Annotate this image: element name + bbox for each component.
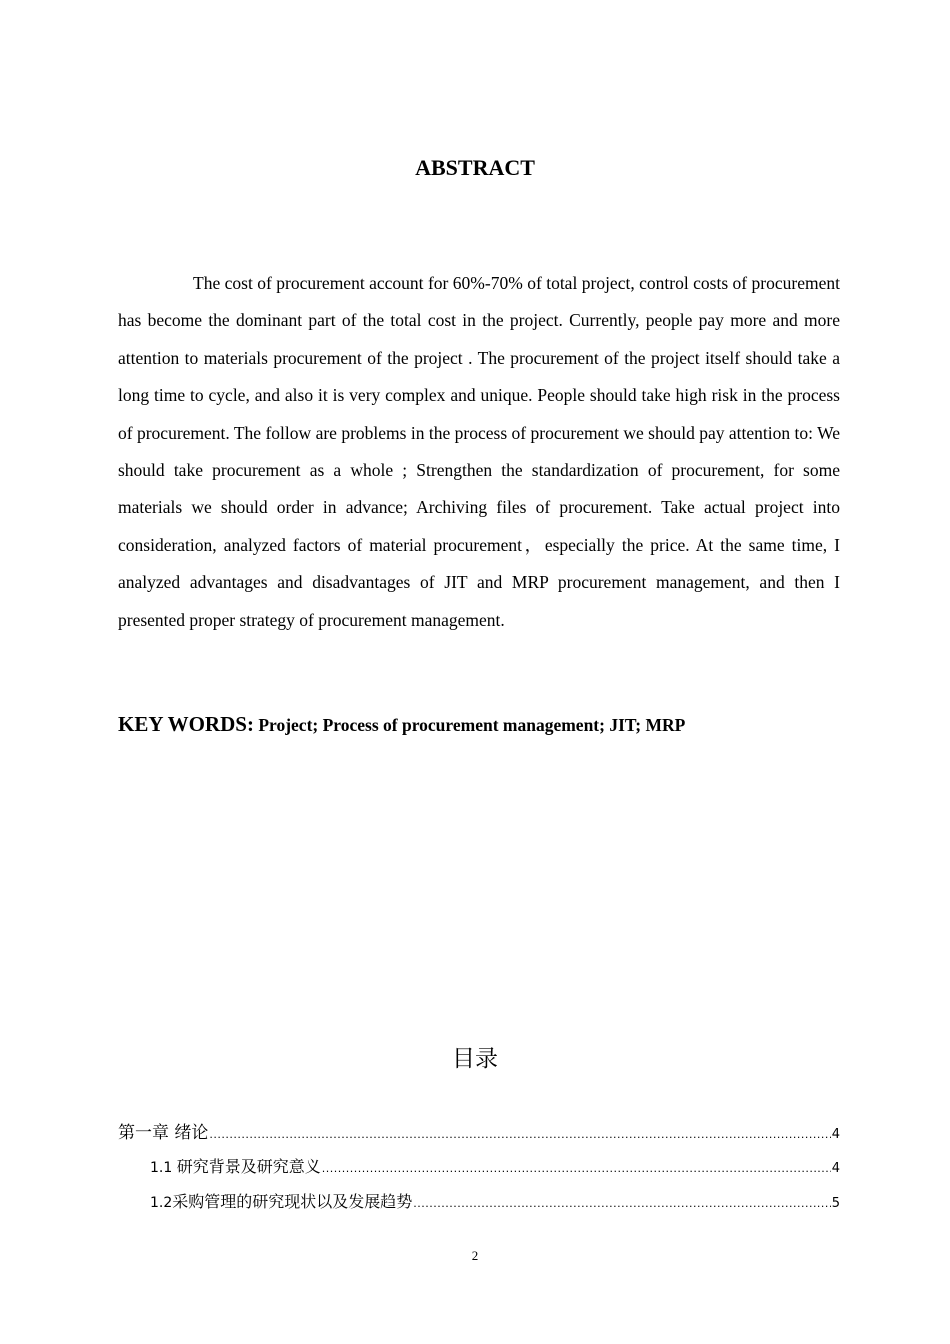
toc-entry-label: 研究背景及研究意义 [176,1157,321,1176]
toc-entry-label-group [150,1154,321,1177]
toc-entry-section-1-2[interactable] [150,1189,840,1212]
toc-entry-page: 4 [831,1127,840,1142]
toc-entry-page: 4 [831,1161,840,1176]
toc-leader-dots [322,1162,831,1175]
toc-entry-label-group [150,1189,412,1212]
keywords-line [118,712,840,737]
toc-entry-label: 第一章 绪论 [118,1123,209,1143]
toc-leader-dots [209,1128,830,1141]
abstract-title: ABSTRACT [415,155,535,180]
toc-entry-chapter-1[interactable] [118,1118,840,1143]
abstract-body: The cost of procurement account for 60%-70% of total project, control costs of procurement has become the dominant part of the total cost in the project. Currently, people pay more and more attention to materials procurement of the project . The procurement of the project itself should take a long time to cycle, and also it is very complex and unique. People should take high risk in the process of procurement. The follow are problems in the process of procurement we should pay attention to: We should take procurement as a whole ; Strengthen the standardization of procurement, for some materials we should order in advance; Archiving files of procurement. Take actual project into consideration, analyzed factors of material procurement，especially the price. At the same time, I analyzed advantages and disadvantages of JIT and MRP procurement management, and then I presented proper strategy of procurement management. [118,273,840,630]
toc-entry-label: 采购管理的研究现状以及发展趋势 [172,1192,413,1211]
keywords-label: KEY WORDS: [118,712,254,736]
toc-entry-number: 1.2 [150,1195,173,1211]
keywords-text: Project; Process of procurement management; JIT; MRP [253,715,686,735]
toc-leader-dots [413,1197,830,1210]
toc-entry-number: 1.1 [150,1160,177,1176]
page-number: 2 [471,1248,479,1263]
toc-entry-page: 5 [831,1196,840,1211]
toc-title: 目录 [452,1046,498,1072]
toc-entry-section-1-1[interactable] [150,1154,840,1177]
